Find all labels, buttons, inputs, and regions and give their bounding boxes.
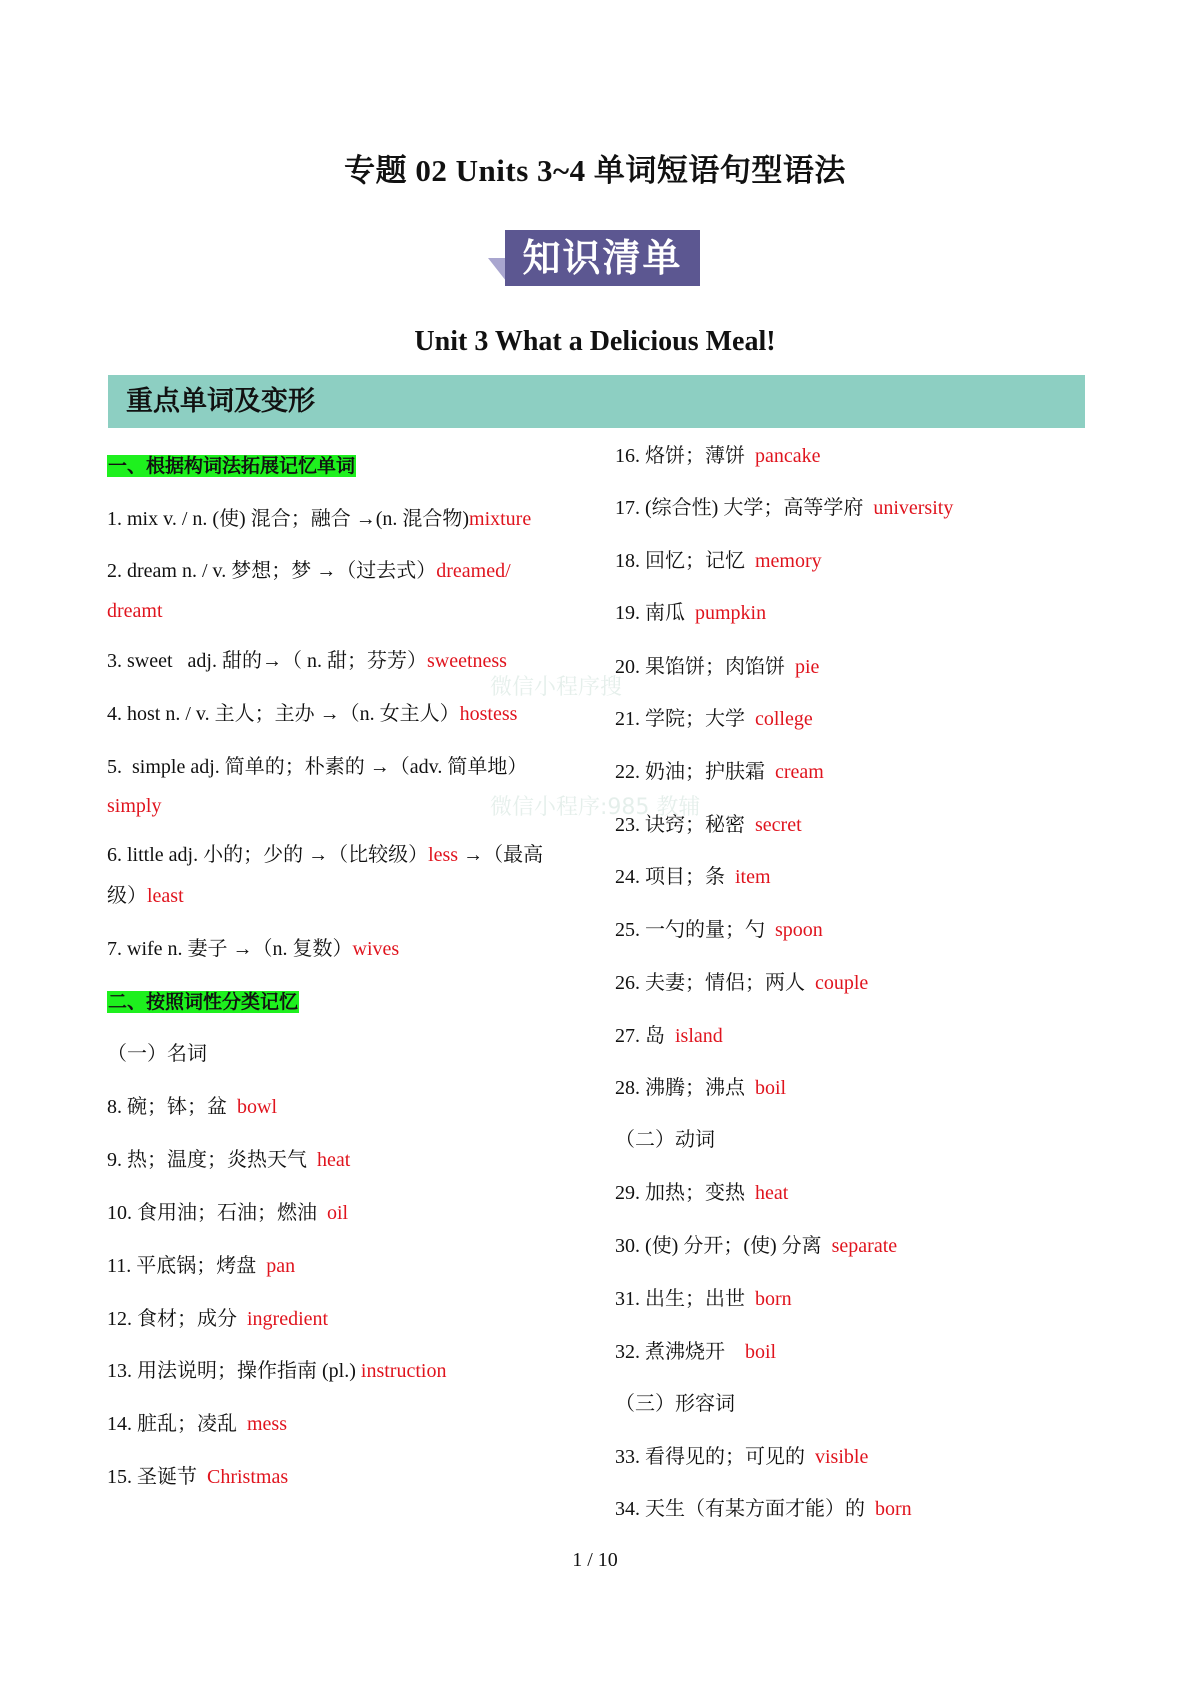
vocab-line bbox=[615, 492, 953, 524]
answer-word: separate bbox=[831, 1235, 898, 1257]
vocab-line bbox=[107, 1250, 295, 1282]
vocab-line bbox=[107, 839, 543, 871]
line-text: 23. 诀窍；秘密 bbox=[615, 814, 755, 836]
watermark: 微信小程序:985 教辅 bbox=[490, 795, 701, 820]
line-text: 2. dream n. / v. 梦想；梦 →（过去式） bbox=[107, 560, 437, 582]
line-text: 19. 南瓜 bbox=[615, 602, 695, 624]
answer-word: less bbox=[428, 844, 459, 866]
answer-word: boil bbox=[755, 1077, 787, 1099]
document-title: 专题 02 Units 3~4 单词短语句型语法 bbox=[344, 153, 846, 188]
page-number: 1 / 10 bbox=[572, 1549, 618, 1571]
line-text: 32. 煮沸烧开 bbox=[615, 1341, 745, 1363]
knowledge-list-badge bbox=[488, 230, 700, 286]
line-text: 15. 圣诞节 bbox=[107, 1466, 207, 1488]
answer-word: island bbox=[675, 1025, 723, 1047]
answer-word: least bbox=[147, 885, 184, 907]
answer-word: pancake bbox=[755, 445, 821, 467]
line-text: 7. wife n. 妻子 →（n. 复数） bbox=[107, 938, 353, 960]
unit-title: Unit 3 What a Delicious Meal! bbox=[414, 326, 776, 357]
line-text: 26. 夫妻；情侣；两人 bbox=[615, 972, 815, 994]
answer-word: university bbox=[873, 497, 954, 519]
vocab-line bbox=[107, 880, 184, 912]
heading-text: 一、根据构词法拓展记忆单词 bbox=[108, 455, 356, 477]
line-text: 22. 奶油；护肤霜 bbox=[615, 761, 775, 783]
line-text: 34. 天生（有某方面才能）的 bbox=[615, 1498, 875, 1520]
line-text: 1. mix v. / n. (使) 混合；融合 →(n. 混合物) bbox=[107, 508, 470, 530]
vocab-line bbox=[615, 914, 823, 946]
vocab-line bbox=[107, 595, 163, 627]
answer-word: sweetness bbox=[426, 650, 507, 672]
line-text: 21. 学院；大学 bbox=[615, 708, 755, 730]
answer-word: boil bbox=[745, 1341, 777, 1363]
answer-word: pie bbox=[795, 656, 820, 678]
answer-word: dreamt bbox=[107, 600, 163, 622]
line-text: 8. 碗；钵；盆 bbox=[107, 1096, 237, 1118]
line-text: 17. (综合性) 大学；高等学府 bbox=[615, 497, 874, 519]
vocab-line bbox=[615, 440, 821, 472]
vocab-line bbox=[615, 1493, 912, 1525]
vocab-line bbox=[615, 967, 868, 999]
vocab-line bbox=[107, 1091, 277, 1123]
answer-word: mess bbox=[247, 1413, 287, 1435]
line-text: 29. 加热；变热 bbox=[615, 1182, 755, 1204]
vocab-line bbox=[107, 1408, 287, 1440]
vocab-line bbox=[107, 1461, 288, 1493]
vocab-line bbox=[107, 1038, 207, 1070]
answer-word: mixture bbox=[469, 508, 532, 530]
answer-word: pan bbox=[266, 1255, 296, 1277]
vocab-line bbox=[107, 1303, 328, 1335]
answer-word: spoon bbox=[775, 919, 823, 941]
answer-word: dreamed/ bbox=[436, 560, 511, 582]
vocab-line bbox=[615, 651, 819, 683]
line-text: （三）形容词 bbox=[615, 1393, 735, 1415]
vocab-line bbox=[615, 1336, 776, 1368]
vocab-line bbox=[107, 698, 517, 730]
line-text: 3. sweet adj. 甜的→（ n. 甜；芬芳） bbox=[107, 650, 427, 672]
line-text: 12. 食材；成分 bbox=[107, 1308, 247, 1330]
section-header: 重点单词及变形 bbox=[126, 386, 315, 417]
subsection-heading bbox=[107, 986, 299, 1018]
line-text: 24. 项目；条 bbox=[615, 866, 735, 888]
line-text: 11. 平底锅；烤盘 bbox=[107, 1255, 267, 1277]
vocab-line bbox=[615, 1177, 788, 1209]
watermark: 微信小程序搜 bbox=[490, 675, 623, 700]
vocab-line bbox=[615, 1020, 723, 1052]
answer-word: visible bbox=[815, 1446, 869, 1468]
vocab-line bbox=[615, 756, 824, 788]
vocab-line bbox=[107, 1197, 348, 1229]
line-text: 33. 看得见的；可见的 bbox=[615, 1446, 815, 1468]
vocab-line bbox=[615, 1230, 897, 1262]
answer-word: college bbox=[755, 708, 813, 730]
vocab-line bbox=[107, 503, 531, 535]
line-text: （一）名词 bbox=[107, 1043, 207, 1065]
line-text: 25. 一勺的量；勺 bbox=[615, 919, 775, 941]
vocab-line bbox=[615, 1441, 868, 1473]
subsection-heading bbox=[107, 450, 356, 482]
answer-word: cream bbox=[775, 761, 824, 783]
answer-word: bowl bbox=[237, 1096, 277, 1118]
vocab-line bbox=[107, 790, 161, 822]
vocab-line bbox=[615, 597, 766, 629]
vocab-line bbox=[107, 1355, 446, 1387]
answer-word: memory bbox=[755, 550, 822, 572]
section-header-bar bbox=[108, 375, 1085, 428]
answer-word: heat bbox=[755, 1182, 789, 1204]
line-text: 13. 用法说明；操作指南 (pl.) bbox=[107, 1360, 361, 1382]
line-text: 30. (使) 分开；(使) 分离 bbox=[615, 1235, 832, 1257]
line-text: 28. 沸腾；沸点 bbox=[615, 1077, 755, 1099]
vocab-line bbox=[615, 1124, 715, 1156]
vocab-line bbox=[107, 751, 527, 783]
answer-word: Christmas bbox=[207, 1466, 289, 1488]
answer-word: pumpkin bbox=[695, 602, 767, 624]
vocab-line bbox=[615, 1388, 735, 1420]
vocab-line bbox=[615, 1072, 786, 1104]
vocab-line bbox=[615, 1283, 792, 1315]
vocab-line bbox=[615, 861, 771, 893]
line-text: 18. 回忆；记忆 bbox=[615, 550, 755, 572]
line-text: 16. 烙饼；薄饼 bbox=[615, 445, 755, 467]
answer-word: item bbox=[735, 866, 771, 888]
answer-word: couple bbox=[815, 972, 869, 994]
line-text: 6. little adj. 小的；少的 →（比较级） bbox=[107, 844, 429, 866]
vocab-line bbox=[615, 545, 822, 577]
vocab-line bbox=[107, 645, 507, 677]
answer-word: wives bbox=[352, 938, 400, 960]
line-text: 31. 出生；出世 bbox=[615, 1288, 755, 1310]
vocab-line bbox=[615, 703, 813, 735]
answer-word: secret bbox=[755, 814, 802, 836]
line-text: 5. simple adj. 简单的；朴素的 →（adv. 简单地） bbox=[107, 756, 528, 778]
badge-label: 知识清单 bbox=[505, 230, 700, 286]
answer-word: ingredient bbox=[247, 1308, 329, 1330]
line-text: 27. 岛 bbox=[615, 1025, 675, 1047]
answer-word: born bbox=[755, 1288, 792, 1310]
line-text: 9. 热；温度；炎热天气 bbox=[107, 1149, 317, 1171]
line-text: 级） bbox=[107, 885, 147, 907]
vocab-line bbox=[615, 809, 802, 841]
heading-text: 二、按照词性分类记忆 bbox=[108, 991, 299, 1013]
line-text: 14. 脏乱；凌乱 bbox=[107, 1413, 247, 1435]
line-text: （二）动词 bbox=[615, 1129, 715, 1151]
vocab-line bbox=[107, 1144, 350, 1176]
answer-word: oil bbox=[327, 1202, 349, 1224]
vocab-line bbox=[107, 555, 511, 587]
answer-word: born bbox=[875, 1498, 912, 1520]
line-text: 10. 食用油；石油；燃油 bbox=[107, 1202, 327, 1224]
answer-word: instruction bbox=[360, 1360, 447, 1382]
answer-word: simply bbox=[107, 795, 162, 817]
line-text: 4. host n. / v. 主人；主办 →（n. 女主人） bbox=[107, 703, 460, 725]
line-text: →（最高 bbox=[458, 844, 544, 866]
line-text: 20. 果馅饼；肉馅饼 bbox=[615, 656, 795, 678]
answer-word: heat bbox=[317, 1149, 351, 1171]
answer-word: hostess bbox=[459, 703, 518, 725]
vocab-line bbox=[107, 933, 399, 965]
